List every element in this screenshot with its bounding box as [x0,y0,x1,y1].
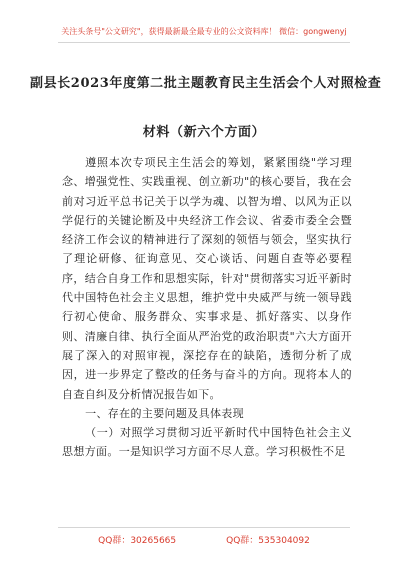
document-title: 副县长2023年度第二批主题教育民主生活会个人对照检查 [30,76,382,91]
header-banner: 关注头条号"公文研究"，获得最新最全最专业的公文资料库！ 微信：gongwenyj [58,26,350,43]
footer-qq-group-2: QQ群：535304092 [226,536,310,546]
footer-qq-group-1: QQ群：30265665 [98,536,177,546]
footer [58,527,350,546]
document-body [62,153,352,462]
section-heading: 一、存在的主要问题及具体表现 [85,406,244,420]
document-subtitle: 材料（新六个方面） [142,125,266,140]
body-paragraph: （一）对照学习贯彻习近平新时代中国特色社会主义思想方面。一是知识学习方面不尽人意。学习积极性不足 [62,426,352,459]
body-paragraph: 遵照本次专项民主生活会的筹划，紧紧围绕"学习理念、增强党性、实践重视、创立新功"的核心要旨，我在会前对习近平总书记关于以学为魂、以智为增、以风为正以学促行的关键论断及中央经济工作会议、省委市委全会暨经济工作会议的精神进行了深刻的领悟与领会，坚实执行了理论研修、征询意见、交心谈话、问题自查等必要程序，结合自身工作和思想实际，针对"贯彻落实习近平新时代中国特色社会主义思想，维护党中央威严与统一领导践行初心使命、服务群众、实事求是、抓好落实、以身作则、清廉自律、执行全面从严治党的政治职责"六大方面开展了深入的对照审视，深挖存在的缺陷，透彻分析了成因，进一步界定了整改的任务与奋斗的方向。现将本人的自查自纠及分析情况报告如下。 [62,156,352,401]
